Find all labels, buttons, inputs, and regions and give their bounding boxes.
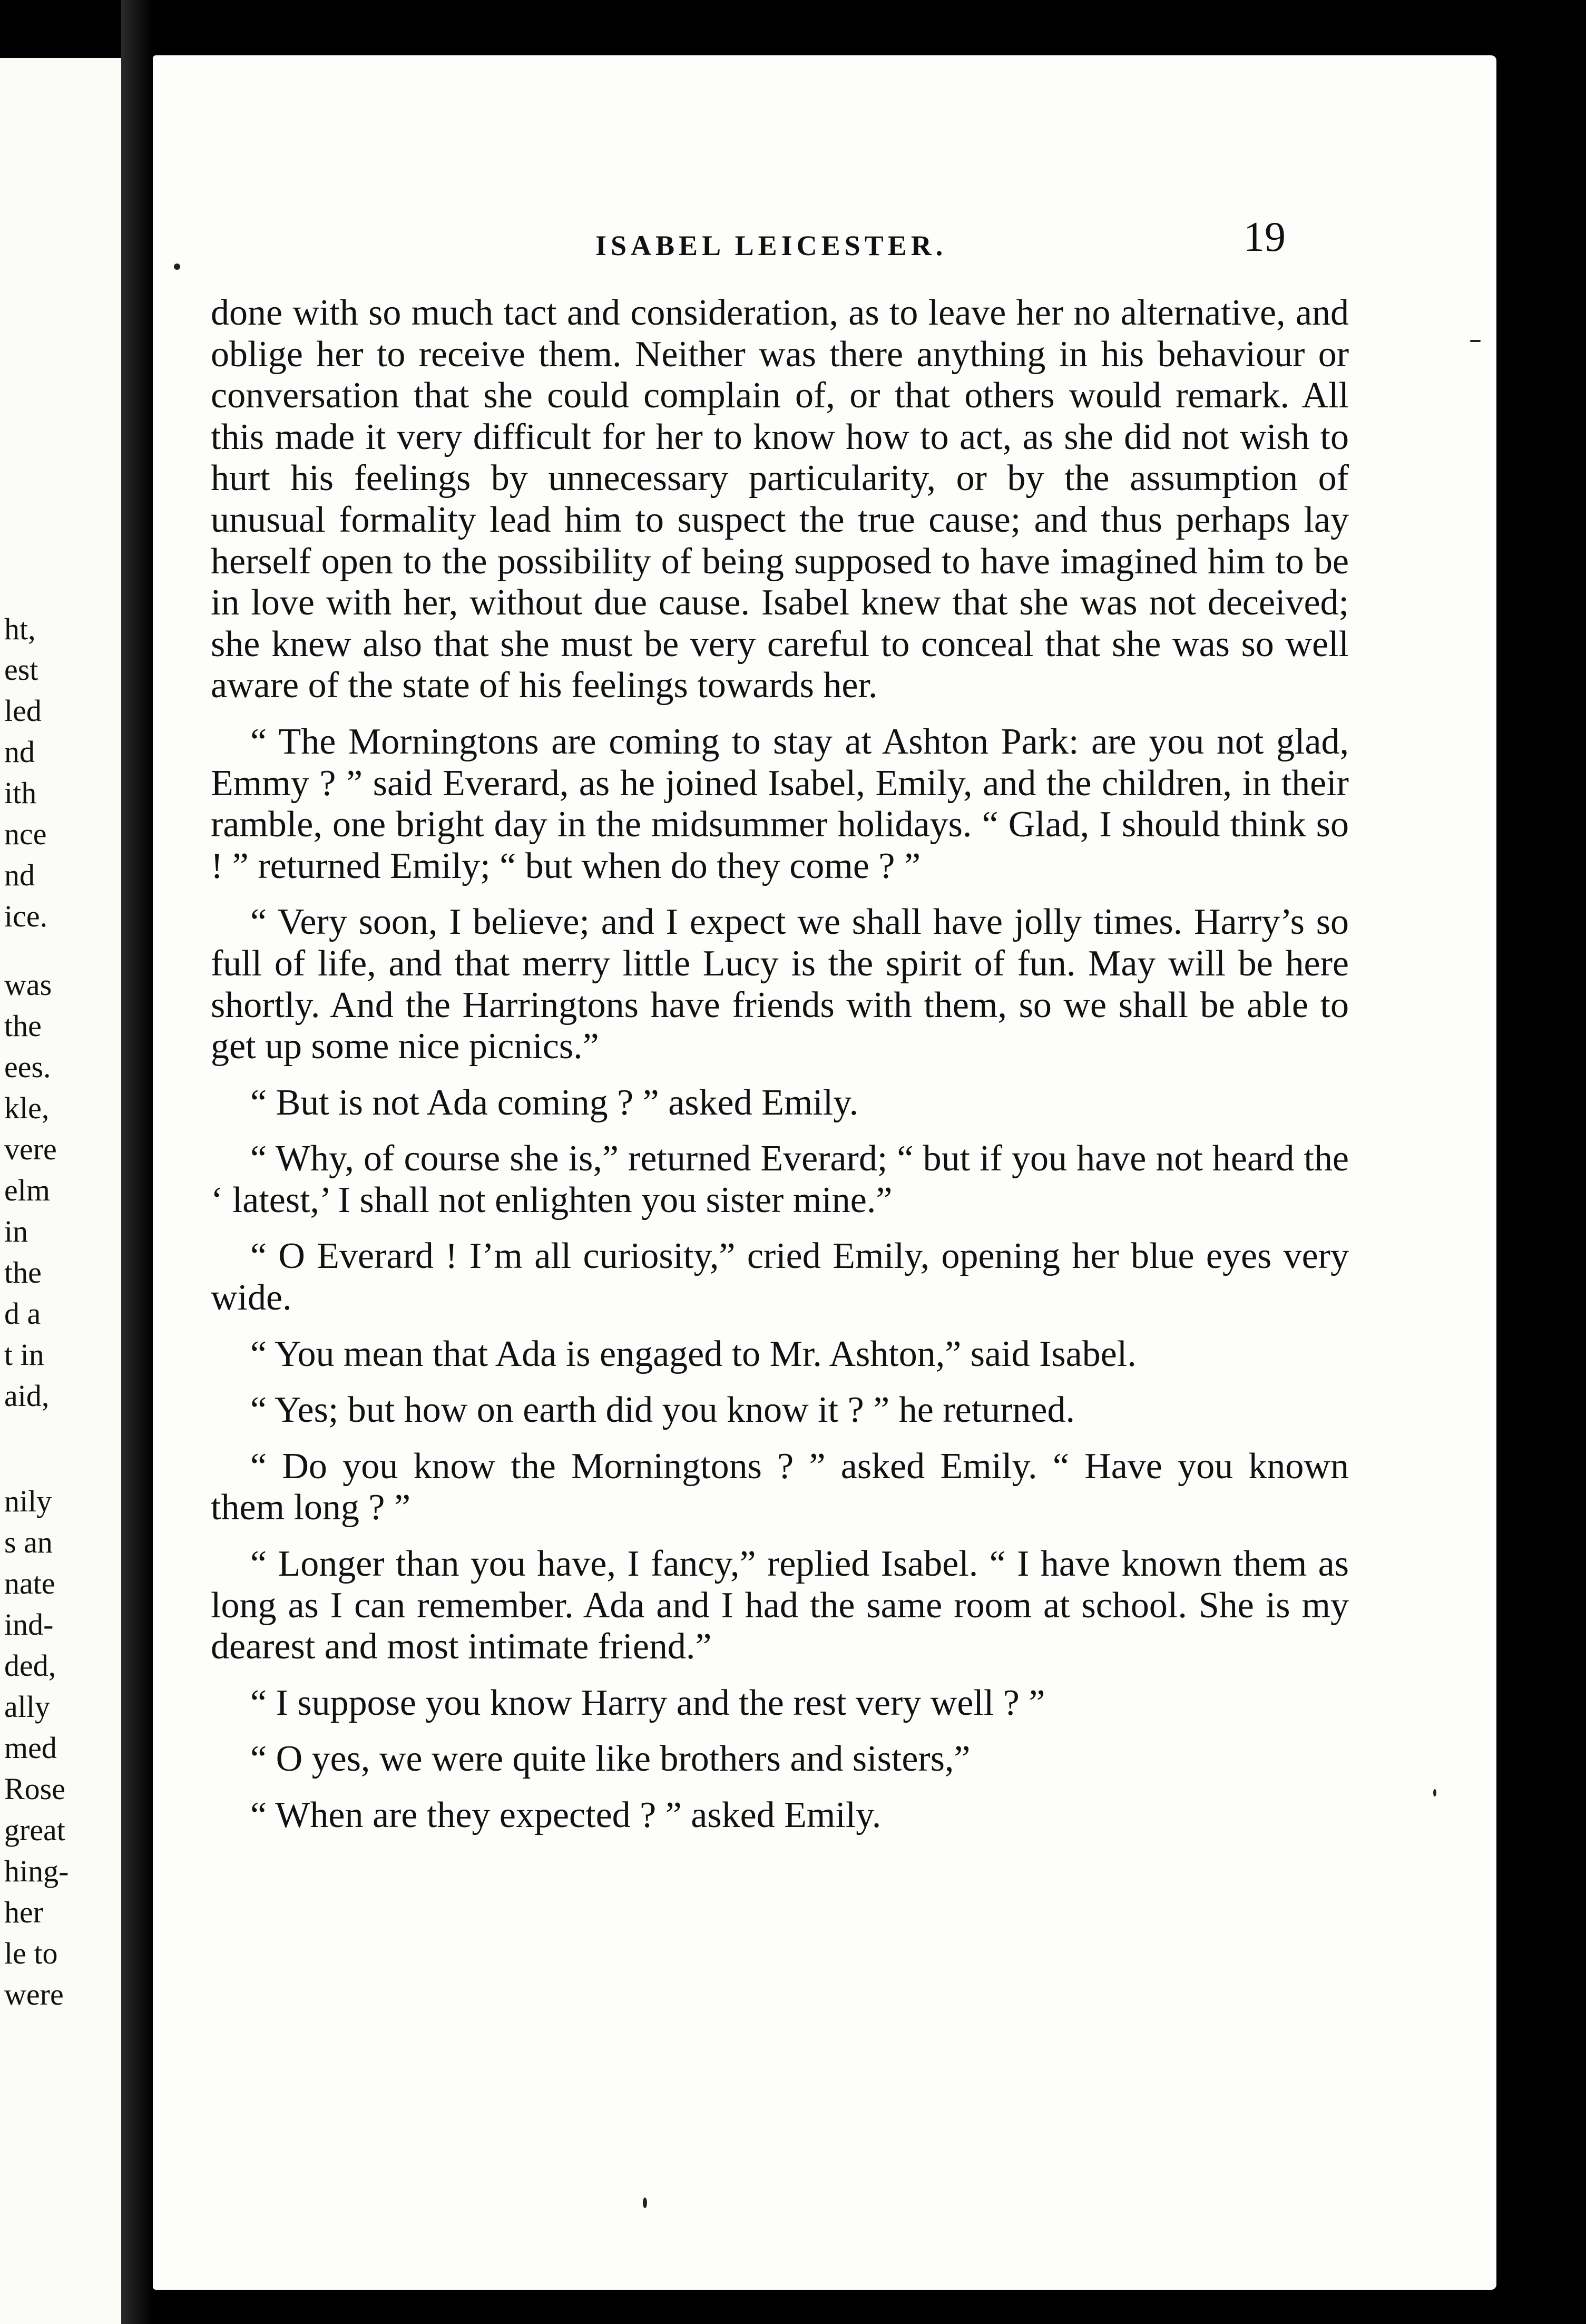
- paragraph: “ When are they expected ? ” asked Emily.: [250, 1795, 882, 1835]
- facing-page-text: the: [4, 1255, 42, 1290]
- facing-page-text: aid,: [4, 1379, 50, 1413]
- facing-page-text: led: [4, 694, 42, 728]
- paragraph: “ O yes, we were quite like brothers and sisters,”: [250, 1739, 971, 1780]
- facing-page-text: was: [4, 968, 52, 1002]
- facing-page-text: her: [4, 1895, 44, 1929]
- facing-page-text: nd: [4, 858, 35, 892]
- paragraph: “ Do you know the Morningtons ? ” asked Emily. “ Have you known them long ? ”: [211, 1446, 1349, 1528]
- facing-page-text: elm: [4, 1173, 50, 1207]
- facing-page-text: s an: [4, 1525, 53, 1559]
- facing-page-text: ith: [4, 776, 37, 810]
- paragraph: “ Longer than you have, I fancy,” replied Isabel. “ I have known them as long as I can remember. Ada and I had the same room at school. She is my dearest and most intimate friend.”: [211, 1544, 1349, 1667]
- paragraph: “ Why, of course she is,” returned Everard; “ but if you have not heard the ‘ latest,’ I shall not enlighten you sister mine.”: [211, 1138, 1349, 1220]
- paragraph: “ The Morningtons are coming to stay at Ashton Park: are you not glad, Emmy ? ” said Everard, as he joined Isabel, Emily, and the children, in their ramble, one bright day in the midsummer holidays. “ Glad, I should think so ! ” returned Emily; “ but when do they come ? ”: [211, 721, 1349, 886]
- facing-page-fragment: [0, 58, 126, 2324]
- scan-speck: [1433, 1789, 1436, 1796]
- facing-page-text: ded,: [4, 1648, 56, 1683]
- facing-page-text: ind-: [4, 1607, 54, 1642]
- running-title: ISABEL LEICESTER.: [595, 230, 947, 261]
- facing-page-text: Rose: [4, 1772, 65, 1806]
- facing-page-text: ally: [4, 1690, 50, 1724]
- facing-page-text: kle,: [4, 1091, 50, 1125]
- facing-page-text: d a: [4, 1296, 41, 1331]
- facing-page-text: nate: [4, 1566, 55, 1600]
- paragraph: “ Yes; but how on earth did you know it ? ” he returned.: [250, 1390, 1075, 1431]
- paragraph: “ But is not Ada coming ? ” asked Emily.: [250, 1082, 859, 1123]
- facing-page-text: ht,: [4, 612, 36, 646]
- facing-page-text: in: [4, 1214, 28, 1248]
- facing-page-text: le to: [4, 1936, 58, 1970]
- paragraph: done with so much tact and consideration, as to leave her no alternative, and oblige her to receive them. Neither was there anything in his behaviour or conversation that she could complain of, or that others would remark. All this made it very difficult for her to know how to act, as she did not wish to hurt his feelings by unnecessary particularity, or by the assumption of unusual formality lead him to suspect the true cause; and thus perhaps lay herself open to the possibility of being supposed to have imagined him to be in love with her, without due cause. Isabel knew that she was not deceived; she knew also that she must be very careful to conceal that she was so well aware of the state of his feelings towards her.: [211, 292, 1349, 706]
- facing-page-text: est: [4, 652, 38, 687]
- paragraph: “ I suppose you know Harry and the rest very well ? ”: [250, 1682, 1045, 1723]
- facing-page-text: great: [4, 1813, 65, 1847]
- scan-speck: [1470, 340, 1481, 342]
- facing-page-text: t in: [4, 1337, 44, 1372]
- facing-page-text: ice.: [4, 899, 48, 933]
- paragraph: “ O Everard ! I’m all curiosity,” cried Emily, opening her blue eyes very wide.: [211, 1236, 1349, 1319]
- facing-page-text: med: [4, 1731, 57, 1765]
- scan-speck: [174, 263, 180, 270]
- facing-page-text: nd: [4, 735, 35, 769]
- book-page: [153, 55, 1496, 2290]
- book-gutter: [121, 0, 153, 2324]
- facing-page-text: nily: [4, 1484, 52, 1518]
- page-number: 19: [1244, 214, 1286, 260]
- paragraph: “ You mean that Ada is engaged to Mr. Ashton,” said Isabel.: [250, 1333, 1137, 1374]
- body-text: [211, 292, 1349, 1851]
- facing-page-text: hing-: [4, 1854, 69, 1888]
- running-header: [153, 213, 1496, 277]
- facing-page-text: the: [4, 1009, 42, 1043]
- facing-page-text: nce: [4, 817, 47, 851]
- scan-speck: [643, 2198, 647, 2208]
- facing-page-text: were: [4, 1977, 64, 2011]
- facing-page-text: vere: [4, 1132, 57, 1166]
- paragraph: “ Very soon, I believe; and I expect we shall have jolly times. Harry’s so full of life, and that merry little Lucy is the spirit of fun. May will be here shortly. And the Harringtons have friends with them, so we shall be able to get up some nice picnics.”: [211, 902, 1349, 1067]
- facing-page-text: ees.: [4, 1050, 51, 1084]
